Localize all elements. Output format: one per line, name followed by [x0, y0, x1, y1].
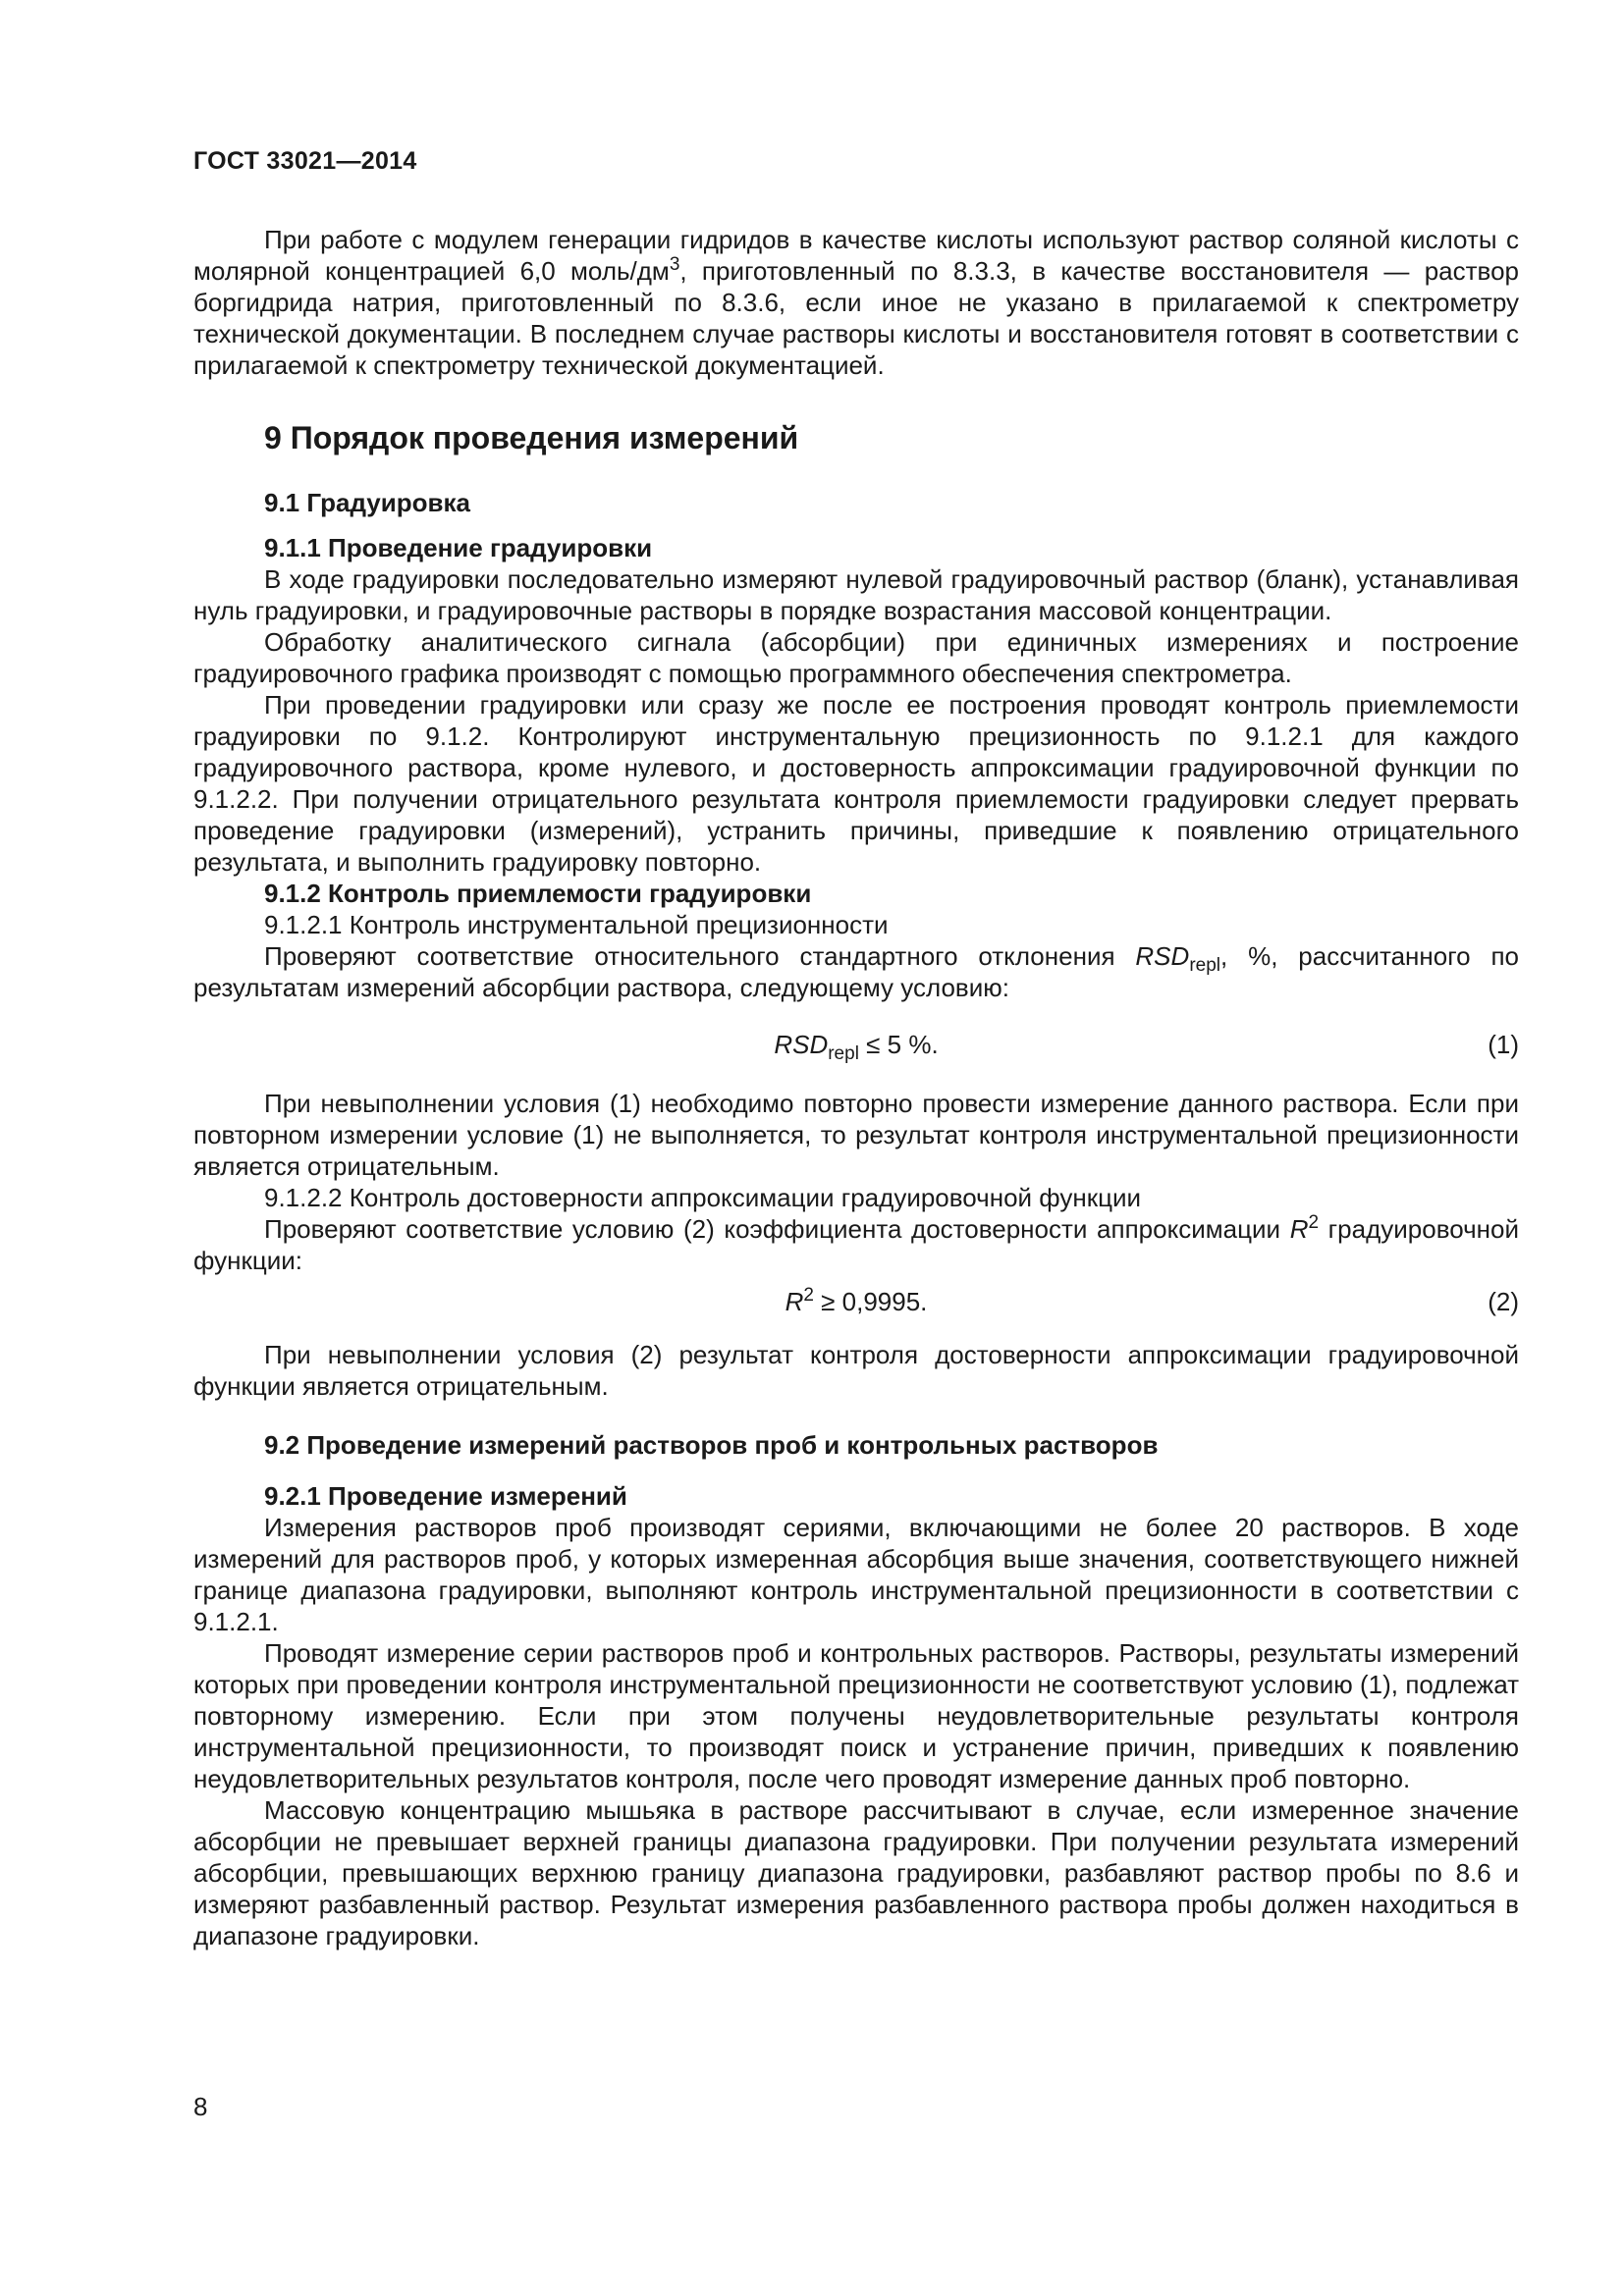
formula-1-number: (1) — [1488, 1030, 1519, 1059]
section-9-1-1-title: 9.1.1 Проведение градуировки — [264, 533, 653, 562]
section-9-1-2-title: 9.1.2 Контроль приемлемости градуировки — [264, 879, 812, 908]
paragraph-9-1-2-2: Проверяют соответствие условию (2) коэффициента достоверности аппроксимации $R^2$ градуировочной функции: — [193, 1212, 1519, 1275]
formula-2 — [193, 1286, 1519, 1317]
section-9-1-2-2-title: 9.1.2.2 Контроль достоверности аппроксимации градуировочной функции — [264, 1183, 1142, 1212]
section-9-1-title: 9.1 Градуировка — [264, 488, 470, 517]
formula-2-expression: $R^2 \ge 0,9995$. — [785, 1285, 928, 1316]
section-9-2-title: 9.2 Проведение измерений растворов проб и контрольных растворов — [264, 1430, 1159, 1460]
paragraph-9-1-2-1-b: При невыполнении условия (1) необходимо повторно провести измерение данного раствора. Если при повторном измерении условие (1) не выполняется, то результат контроля инструментальной прецизионности является отрицательным. — [193, 1089, 1519, 1181]
intro-paragraph: При работе с модулем генерации гидридов в качестве кислоты используют раствор соляной кислоты с молярной концентрацией 6,0 моль/$дм^3$, приготовленный по 8.3.3, в качестве восстановителя — раствор боргидрида натрия, приготовленный по 8.3.6, если иное не указано в прилагаемой к спектрометру технической документации. В последнем случае растворы кислоты и восстановителя готовят в соответствии с прилагаемой к спектрометру технической документацией. — [193, 225, 1519, 380]
paragraph-9-2-1-b: Проводят измерение серии растворов проб и контрольных растворов. Растворы, результаты измерений которых при проведении контроля инструментальной прецизионности не соответствуют условию (1), подлежат повторному измерению. Если при этом получены неудовлетворительные результаты контроля инструментальной прецизионности, то производят поиск и устранение причин, приведших к появлению неудовлетворительных результатов контроля, после чего проводят измерение данных проб повторно. — [193, 1638, 1519, 1793]
paragraph-9-1-1-a: В ходе градуировки последовательно измеряют нулевой градуировочный раствор (бланк), устанавливая нуль градуировки, и градуировочные растворы в порядке возрастания массовой концентрации. — [193, 564, 1519, 625]
paragraph-9-2-1-c: Массовую концентрацию мышьяка в растворе рассчитывают в случае, если измеренное значение абсорбции не превышает верхней границы диапазона градуировки. При получении результата измерений абсорбции, превышающих верхнюю границу диапазона градуировки, разбавляют раствор пробы по 8.6 и измеряют разбавленный раствор. Результат измерения разбавленного раствора пробы должен находиться в диапазоне градуировки. — [193, 1795, 1519, 1950]
section-9-1-2-1-title: 9.1.2.1 Контроль инструментальной прецизионности — [264, 910, 889, 939]
paragraph-9-1-2-2-b: При невыполнении условия (2) результат контроля достоверности аппроксимации градуировочной функции является отрицательным. — [193, 1340, 1519, 1401]
formula-2-number: (2) — [1488, 1287, 1519, 1316]
document-header: ГОСТ 33021—2014 — [193, 147, 417, 175]
section-9-title: 9 Порядок проведения измерений — [264, 420, 799, 455]
paragraph-9-1-2-1: Проверяют соответствие относительного стандартного отклонения $RSD_{repl}$, %, рассчитанного по результатам измерений абсорбции раствора, следующему условию: — [193, 941, 1519, 1002]
page-body — [193, 224, 1519, 1951]
paragraph-9-1-1-b: Обработку аналитического сигнала (абсорбции) при единичных измерениях и построение градуировочного графика производят с помощью программного обеспечения спектрометра. — [193, 627, 1519, 688]
paragraph-9-1-1-c: При проведении градуировки или сразу же после ее построения проводят контроль приемлемости градуировки по 9.1.2. Контролируют инструментальную прецизионность по 9.1.2.1 для каждого градуировочного раствора, кроме нулевого, и достоверность аппроксимации градуировочной функции по 9.1.2.2. При получении отрицательного результата контроля приемлемости градуировки следует прервать проведение градуировки (измерений), устранить причины, приведшие к появлению отрицательного результата, и выполнить градуировку повторно. — [193, 690, 1519, 877]
section-9-2-1-title: 9.2.1 Проведение измерений — [264, 1481, 627, 1511]
page-number: 8 — [193, 2092, 208, 2121]
paragraph-9-2-1-a: Измерения растворов проб производят сериями, включающими не более 20 растворов. В ходе измерений для растворов проб, у которых измеренная абсорбция выше значения, соответствующего нижней границе диапазона градуировки, выполняют контроль инструментальной прецизионности в соответствии с 9.1.2.1. — [193, 1513, 1519, 1636]
formula-1 — [193, 1029, 1519, 1064]
formula-1-expression: $RSD_{repl} \le 5$ %. — [774, 1030, 939, 1064]
